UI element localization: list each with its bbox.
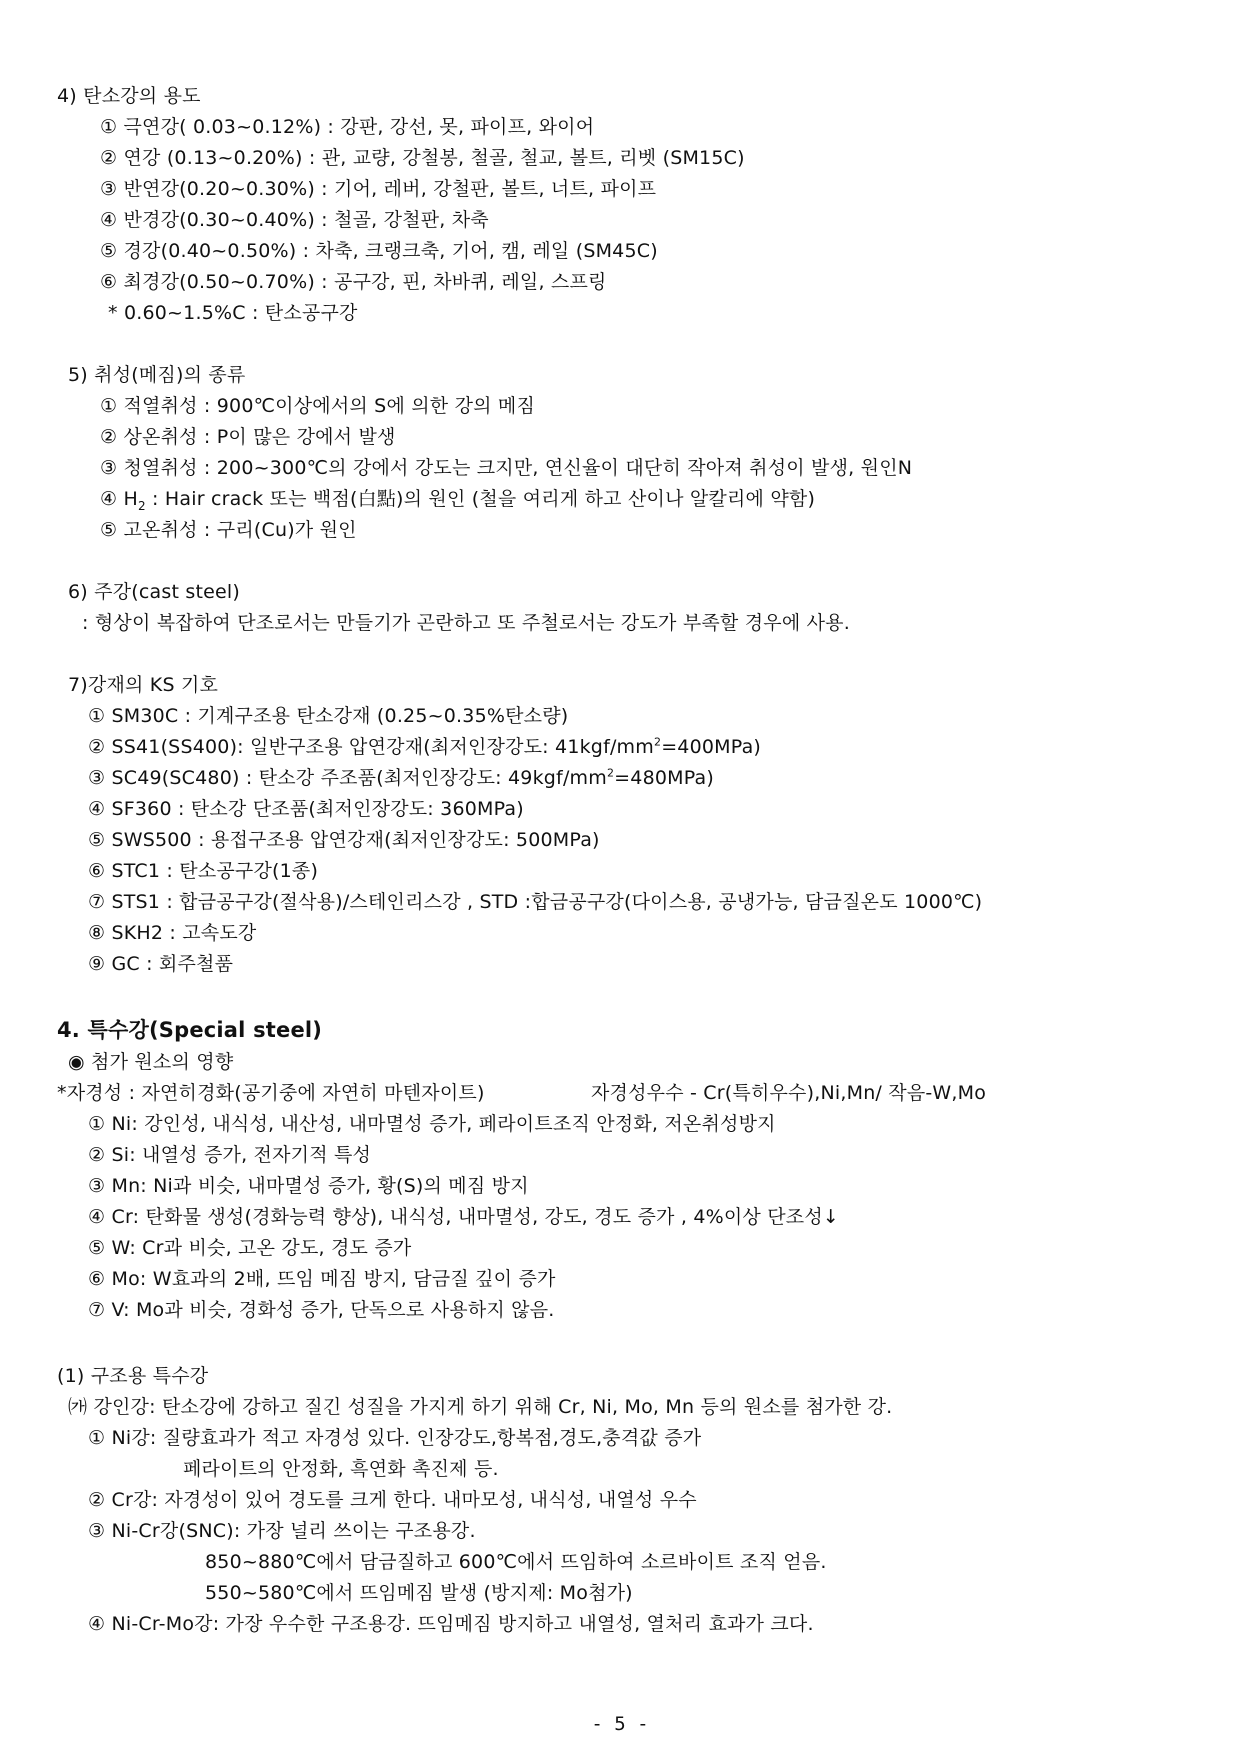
list-item: ③ 반연강(0.20~0.30%) : 기어, 레버, 강철판, 볼트, 너트, 파이프 xyxy=(100,178,657,200)
section-heading-ks-symbols: 7)강재의 KS 기호 xyxy=(68,674,219,696)
list-item: ⑥ 최경강(0.50~0.70%) : 공구강, 핀, 차바퀴, 레일, 스프링 xyxy=(100,271,607,293)
list-item: ④ 반경강(0.30~0.40%) : 철골, 강철판, 차축 xyxy=(100,209,489,231)
list-item: ② 상온취성 : P이 많은 강에서 발생 xyxy=(100,426,396,448)
list-item: ⑨ GC : 회주철품 xyxy=(88,953,234,975)
list-item-continuation: 850~880℃에서 담금질하고 600℃에서 뜨임하여 소르바이트 조직 얻음. xyxy=(205,1551,827,1573)
subheading: ◉ 첨가 원소의 영향 xyxy=(68,1051,234,1073)
list-item: ④ Ni-Cr-Mo강: 가장 우수한 구조용강. 뜨임메짐 방지하고 내열성, 열처리 효과가 크다. xyxy=(88,1613,814,1635)
list-item: ① 극연강( 0.03~0.12%) : 강판, 강선, 못, 파이프, 와이어 xyxy=(100,116,595,138)
list-item: ④ $H_2$ : Hair crack 또는 백점(白點)의 원인 (철을 여리게 하고 산이나 알칼리에 약함) xyxy=(100,488,816,513)
section-heading-cast-steel: 6) 주강(cast steel) xyxy=(68,581,240,603)
list-item: ② 연강 (0.13~0.20%) : 관, 교량, 강철봉, 철골, 철교, 볼트, 리벳 (SM15C) xyxy=(100,147,745,169)
note: * 0.60~1.5%C : 탄소공구강 xyxy=(108,302,358,324)
list-item: ③ 청열취성 : 200~300℃의 강에서 강도는 크지만, 연신율이 대단히 작아져 취성이 발생, 원인N xyxy=(100,457,913,479)
list-item: ① Ni강: 질량효과가 적고 자경성 있다. 인장강도,항복점,경도,충격값 증가 xyxy=(88,1427,702,1449)
list-item: ⑤ W: Cr과 비슷, 고온 강도, 경도 증가 xyxy=(88,1237,412,1259)
paragraph: ㈎ 강인강: 탄소강에 강하고 질긴 성질을 가지게 하기 위해 Cr, Ni, Mo, Mn 등의 원소를 첨가한 강. xyxy=(68,1396,893,1418)
list-item: ⑥ Mo: W효과의 2배, 뜨임 메짐 방지, 담금질 깊이 증가 xyxy=(88,1268,556,1290)
section-heading-structural-steel: (1) 구조용 특수강 xyxy=(57,1365,209,1387)
list-item: ⑦ STS1 : 합금공구강(절삭용)/스테인리스강 , STD :합금공구강(다이스용, 공냉가능, 담금질온도 1000℃) xyxy=(88,891,983,913)
section-heading-brittleness: 5) 취성(메짐)의 종류 xyxy=(68,364,246,386)
list-item: ④ Cr: 탄화물 생성(경화능력 향상), 내식성, 내마멸성, 강도, 경도 증가 , 4%이상 단조성↓ xyxy=(88,1206,840,1228)
list-item: ③ SC49(SC480) : 탄소강 주조품(최저인장강도: $49kgf/mm^2=480MPa$) xyxy=(88,766,715,789)
list-item: ③ Ni-Cr강(SNC): 가장 널리 쓰이는 구조용강. xyxy=(88,1520,476,1542)
list-item: ⑤ SWS500 : 용접구조용 압연강재(최저인장강도: 500MPa) xyxy=(88,829,600,851)
list-item: ⑥ STC1 : 탄소공구강(1종) xyxy=(88,860,319,882)
section-heading-special-steel: 4. 특수강(Special steel) xyxy=(57,1018,323,1042)
paragraph: : 형상이 복잡하여 단조로서는 만들기가 곤란하고 또 주철로서는 강도가 부족할 경우에 사용. xyxy=(82,612,850,634)
list-item: ② Cr강: 자경성이 있어 경도를 크게 한다. 내마모성, 내식성, 내열성 우수 xyxy=(88,1489,697,1511)
list-item: ② SS41(SS400): 일반구조용 압연강재(최저인장강도: $41kgf/mm^2=400MPa$) xyxy=(88,735,762,758)
list-item-continuation: 페라이트의 안정화, 흑연화 촉진제 등. xyxy=(183,1458,499,1480)
section-heading-carbon-steel-use: 4) 탄소강의 용도 xyxy=(57,85,201,107)
self-hardening-ranking: 자경성우수 - Cr(특히우수),Ni,Mn/ 작음-W,Mo xyxy=(591,1082,987,1104)
list-item: ⑦ V: Mo과 비슷, 경화성 증가, 단독으로 사용하지 않음. xyxy=(88,1299,555,1321)
list-item: ② Si: 내열성 증가, 전자기적 특성 xyxy=(88,1144,372,1166)
list-item: ④ SF360 : 탄소강 단조품(최저인장강도: 360MPa) xyxy=(88,798,524,820)
list-item-continuation: 550~580℃에서 뜨임메짐 발생 (방지제: Mo첨가) xyxy=(205,1582,633,1604)
list-item: ① 적열취성 : 900℃이상에서의 S에 의한 강의 메짐 xyxy=(100,395,536,417)
list-item: ③ Mn: Ni과 비슷, 내마멸성 증가, 황(S)의 메짐 방지 xyxy=(88,1175,529,1197)
page-number: - 5 - xyxy=(591,1713,649,1735)
list-item: ⑤ 고온취성 : 구리(Cu)가 원인 xyxy=(100,519,357,541)
list-item: ⑧ SKH2 : 고속도강 xyxy=(88,922,257,944)
self-hardening-definition: *자경성 : 자연히경화(공기중에 자연히 마텐자이트) xyxy=(57,1082,485,1104)
list-item: ① SM30C : 기계구조용 탄소강재 (0.25~0.35%탄소량) xyxy=(88,705,569,727)
list-item: ① Ni: 강인성, 내식성, 내산성, 내마멸성 증가, 페라이트조직 안정화, 저온취성방지 xyxy=(88,1113,776,1135)
list-item: ⑤ 경강(0.40~0.50%) : 차축, 크랭크축, 기어, 캠, 레일 (SM45C) xyxy=(100,240,658,262)
